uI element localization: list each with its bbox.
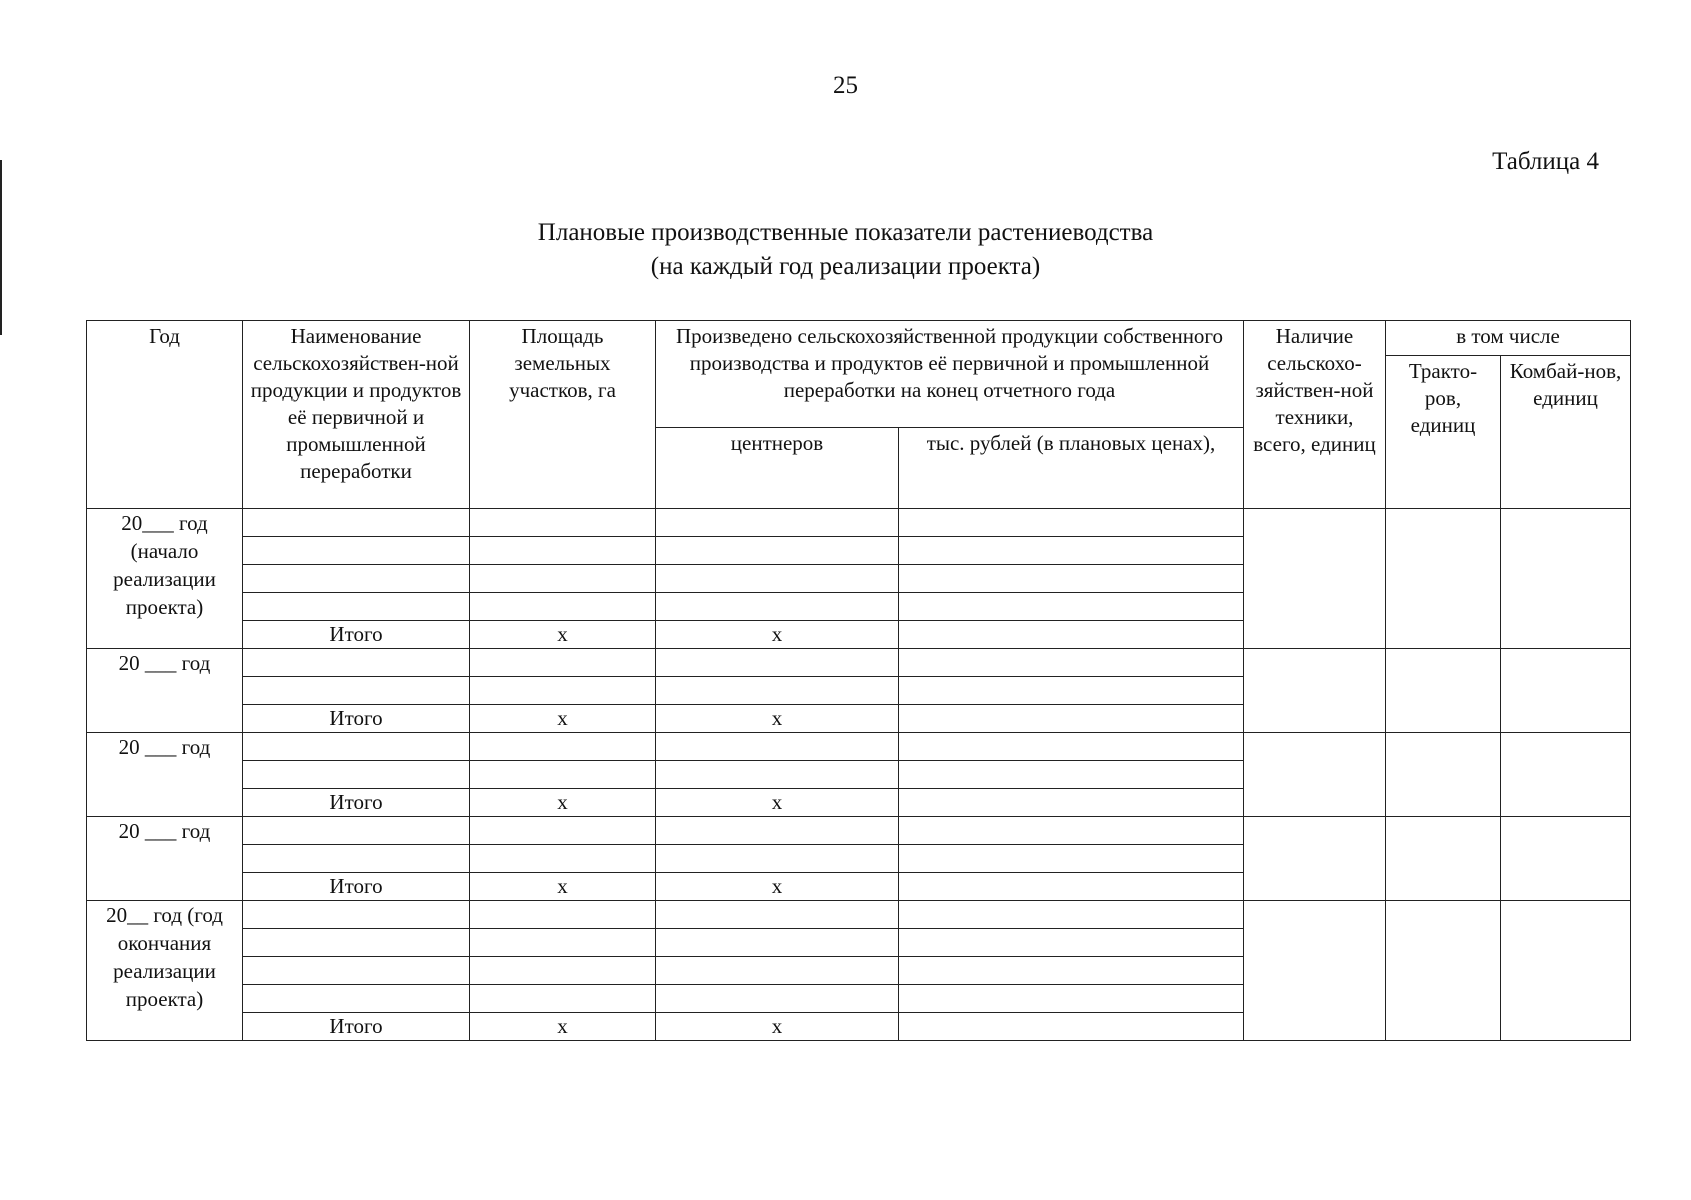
product-name-cell[interactable]: [243, 985, 470, 1013]
product-name-cell[interactable]: [243, 509, 470, 537]
total-label: Итого: [243, 873, 470, 901]
thousand-rubles-cell[interactable]: [899, 649, 1244, 677]
centners-cell[interactable]: [656, 593, 899, 621]
thousand-rubles-total-cell[interactable]: [899, 1013, 1244, 1041]
centners-cell[interactable]: [656, 537, 899, 565]
table-body: [87, 509, 1631, 1041]
thousand-rubles-total-cell[interactable]: [899, 873, 1244, 901]
title-line-1: Плановые производственные показатели растениеводства: [537, 219, 1154, 246]
land-area-cell[interactable]: [470, 733, 656, 761]
product-name-cell[interactable]: [243, 901, 470, 929]
land-area-cell[interactable]: [470, 817, 656, 845]
product-name-cell[interactable]: [243, 565, 470, 593]
year-cell: 20 ___ год: [87, 733, 243, 817]
thousand-rubles-cell[interactable]: [899, 509, 1244, 537]
centners-cell[interactable]: [656, 677, 899, 705]
centners-x-mark: x: [656, 705, 899, 733]
centners-x-mark: x: [656, 1013, 899, 1041]
thousand-rubles-cell[interactable]: [899, 733, 1244, 761]
header-centners: центнеров: [656, 428, 899, 509]
land-area-cell[interactable]: [470, 677, 656, 705]
thousand-rubles-total-cell[interactable]: [899, 705, 1244, 733]
document-title: [0, 216, 1691, 284]
header-land-area: Площадь земельных участков, га: [470, 321, 656, 509]
thousand-rubles-total-cell[interactable]: [899, 789, 1244, 817]
header-produced: Произведено сельскохозяйственной продукции собственного производства и продуктов её первичной и промышленной переработки на конец отчетного года: [656, 321, 1244, 428]
thousand-rubles-cell[interactable]: [899, 985, 1244, 1013]
combines-cell[interactable]: [1501, 817, 1631, 901]
product-name-cell[interactable]: [243, 677, 470, 705]
centners-x-mark: x: [656, 873, 899, 901]
thousand-rubles-cell[interactable]: [899, 845, 1244, 873]
thousand-rubles-cell[interactable]: [899, 761, 1244, 789]
combines-cell[interactable]: [1501, 649, 1631, 733]
table-row: [87, 649, 1631, 677]
land-area-cell[interactable]: [470, 929, 656, 957]
land-area-x-mark: x: [470, 705, 656, 733]
thousand-rubles-cell[interactable]: [899, 929, 1244, 957]
equipment-total-cell[interactable]: [1244, 649, 1386, 733]
centners-cell[interactable]: [656, 929, 899, 957]
header-year: Год: [87, 321, 243, 509]
year-cell: 20 ___ год: [87, 649, 243, 733]
table-row: [87, 901, 1631, 929]
header-product-name: Наименование сельскохозяйствен-ной продукции и продуктов её первичной и промышленной переработки: [243, 321, 470, 509]
total-label: Итого: [243, 705, 470, 733]
table-row: [87, 509, 1631, 537]
land-area-cell[interactable]: [470, 957, 656, 985]
product-name-cell[interactable]: [243, 537, 470, 565]
tractors-cell[interactable]: [1386, 509, 1501, 649]
table-label: Таблица 4: [1492, 148, 1599, 175]
thousand-rubles-total-cell[interactable]: [899, 621, 1244, 649]
product-name-cell[interactable]: [243, 733, 470, 761]
land-area-x-mark: x: [470, 621, 656, 649]
land-area-cell[interactable]: [470, 845, 656, 873]
centners-cell[interactable]: [656, 565, 899, 593]
product-name-cell[interactable]: [243, 817, 470, 845]
land-area-cell[interactable]: [470, 537, 656, 565]
land-area-cell[interactable]: [470, 649, 656, 677]
product-name-cell[interactable]: [243, 761, 470, 789]
thousand-rubles-cell[interactable]: [899, 593, 1244, 621]
header-tractors: Тракто-ров, единиц: [1386, 356, 1501, 509]
centners-cell[interactable]: [656, 845, 899, 873]
equipment-total-cell[interactable]: [1244, 509, 1386, 649]
tractors-cell[interactable]: [1386, 649, 1501, 733]
land-area-cell[interactable]: [470, 901, 656, 929]
title-line-2: (на каждый год реализации проекта): [650, 253, 1041, 280]
centners-cell[interactable]: [656, 509, 899, 537]
product-name-cell[interactable]: [243, 649, 470, 677]
product-name-cell[interactable]: [243, 593, 470, 621]
centners-cell[interactable]: [656, 733, 899, 761]
header-including: в том числе: [1386, 321, 1631, 356]
land-area-x-mark: x: [470, 1013, 656, 1041]
land-area-cell[interactable]: [470, 985, 656, 1013]
combines-cell[interactable]: [1501, 901, 1631, 1041]
land-area-cell[interactable]: [470, 593, 656, 621]
combines-cell[interactable]: [1501, 509, 1631, 649]
centners-cell[interactable]: [656, 761, 899, 789]
thousand-rubles-cell[interactable]: [899, 677, 1244, 705]
product-name-cell[interactable]: [243, 929, 470, 957]
total-label: Итого: [243, 1013, 470, 1041]
table-header: [87, 321, 1631, 509]
total-label: Итого: [243, 621, 470, 649]
land-area-cell[interactable]: [470, 761, 656, 789]
product-name-cell[interactable]: [243, 845, 470, 873]
tractors-cell[interactable]: [1386, 901, 1501, 1041]
combines-cell[interactable]: [1501, 733, 1631, 817]
centners-cell[interactable]: [656, 649, 899, 677]
centners-x-mark: x: [656, 621, 899, 649]
centners-cell[interactable]: [656, 985, 899, 1013]
thousand-rubles-cell[interactable]: [899, 537, 1244, 565]
table-row: [87, 817, 1631, 845]
product-name-cell[interactable]: [243, 957, 470, 985]
land-area-x-mark: x: [470, 789, 656, 817]
land-area-cell[interactable]: [470, 509, 656, 537]
land-area-cell[interactable]: [470, 565, 656, 593]
plan-table: [86, 320, 1631, 1041]
total-label: Итого: [243, 789, 470, 817]
equipment-total-cell[interactable]: [1244, 817, 1386, 901]
thousand-rubles-cell[interactable]: [899, 901, 1244, 929]
header-combines: Комбай-нов, единиц: [1501, 356, 1631, 509]
year-cell: 20__ год (год окончания реализации проекта): [87, 901, 243, 1041]
land-area-x-mark: x: [470, 873, 656, 901]
equipment-total-cell[interactable]: [1244, 901, 1386, 1041]
equipment-total-cell[interactable]: [1244, 733, 1386, 817]
header-equipment-total: Наличие сельскохо-зяйствен-ной техники, всего, единиц: [1244, 321, 1386, 509]
thousand-rubles-cell[interactable]: [899, 957, 1244, 985]
year-cell: 20 ___ год: [87, 817, 243, 901]
centners-cell[interactable]: [656, 817, 899, 845]
header-thousand-rubles: тыс. рублей (в плановых ценах),: [899, 428, 1244, 509]
centners-cell[interactable]: [656, 901, 899, 929]
page-number: 25: [833, 72, 858, 99]
table-row: [87, 733, 1631, 761]
tractors-cell[interactable]: [1386, 817, 1501, 901]
tractors-cell[interactable]: [1386, 733, 1501, 817]
year-cell: 20___ год (начало реализации проекта): [87, 509, 243, 649]
thousand-rubles-cell[interactable]: [899, 565, 1244, 593]
thousand-rubles-cell[interactable]: [899, 817, 1244, 845]
centners-cell[interactable]: [656, 957, 899, 985]
centners-x-mark: x: [656, 789, 899, 817]
